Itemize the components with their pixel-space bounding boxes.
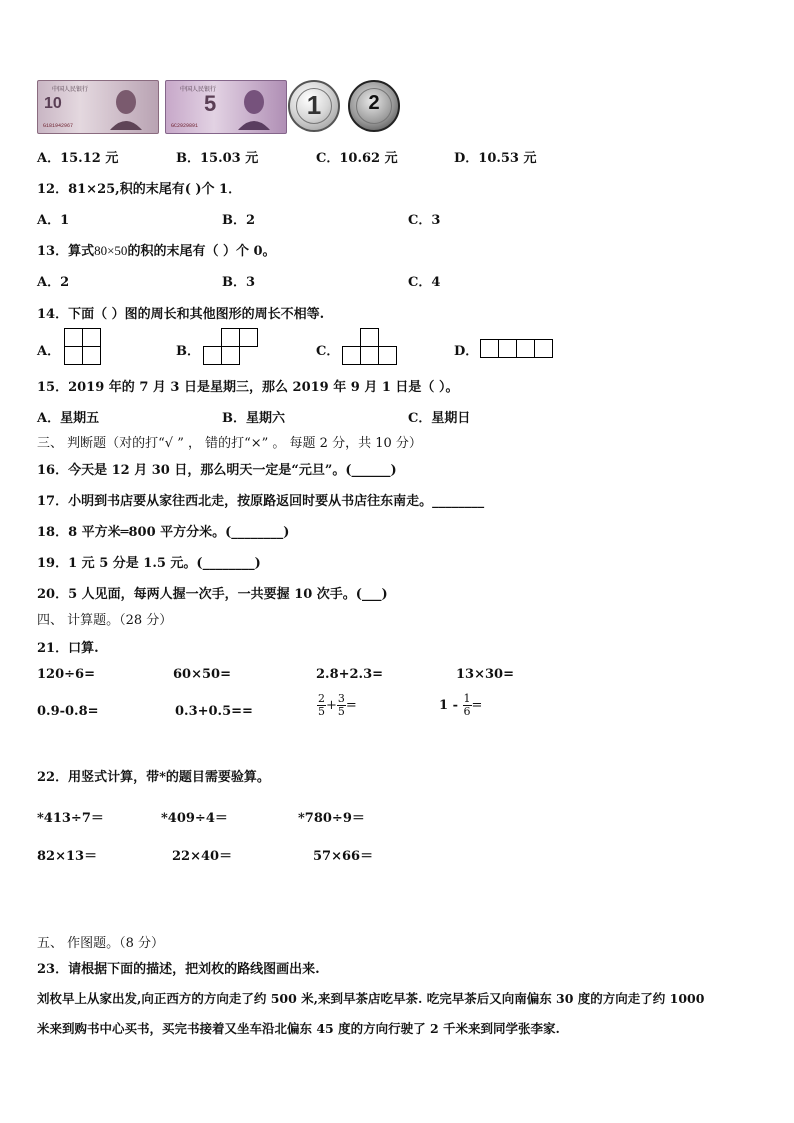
q19: 19．1 元 5 分是 1.5 元。(________) xyxy=(37,556,261,571)
five-yuan-note-image xyxy=(165,80,287,134)
fraction: $\frac{1}{6}$ xyxy=(463,692,471,718)
q22-item: 57×66＝ xyxy=(313,849,374,864)
coin-value: 2 xyxy=(368,92,380,114)
fraction: $\frac{2}{5}$ xyxy=(318,692,325,718)
section-3-title: 三、 判断题（对的打“√ ” ， 错的打“×” 。 每题 2 分，共 10 分） xyxy=(37,436,422,451)
q21-fraction-sum: $\frac{2}{5}$ + $\frac{3}{5}$ = xyxy=(318,692,357,718)
q14-shape-a xyxy=(64,328,101,365)
q22-item: 82×13＝ xyxy=(37,849,98,864)
q21-fraction-diff: 1 - $\frac{1}{6}$ = xyxy=(439,692,483,718)
q13-option-c: C．4 xyxy=(408,275,441,290)
note-value: 10 xyxy=(44,95,62,112)
q21-item: 120÷6= xyxy=(37,667,95,682)
q23-line-2: 米来到购书中心买书，买完书接着又坐车沿北偏东 45 度的方向行驶了 2 千米来到同学张李家. xyxy=(37,1021,560,1036)
q12-option-b: B．2 xyxy=(222,213,256,228)
q14-option-a: A． xyxy=(37,344,61,359)
q22-stem: 22．用竖式计算，带*的题目需要验算。 xyxy=(37,770,270,785)
q13-expression: 80×50 xyxy=(94,243,128,258)
q12-stem: 12．81×25,积的末尾有( )个 1． xyxy=(37,182,242,197)
q13-stem-post: 的积的末尾有（ ）个 0。 xyxy=(127,244,276,259)
two-fen-coin-image xyxy=(348,80,400,132)
note-value: 5 xyxy=(204,91,217,116)
q21-item: 13×30= xyxy=(456,667,514,682)
q14-shape-d xyxy=(480,339,553,358)
q23-stem: 23．请根据下面的描述，把刘枚的路线图画出来. xyxy=(37,962,320,977)
q14-shape-b xyxy=(203,328,258,365)
q14-shape-c xyxy=(342,328,397,365)
q11-option-d: D．10.53 元 xyxy=(454,151,537,166)
q21-item: 2.8+2.3= xyxy=(316,667,384,682)
q14-option-b: B． xyxy=(176,344,200,359)
q15-option-c: C．星期日 xyxy=(408,411,471,426)
one-yuan-coin-image xyxy=(288,80,340,132)
ten-yuan-note-image xyxy=(37,80,159,134)
q15-option-a: A．星期五 xyxy=(37,411,100,426)
q23-line-1: 刘枚早上从家出发,向正西方的方向走了约 500 米,来到早茶店吃早茶. 吃完早茶后又向南偏东 30 度的方向走了约 1000 xyxy=(37,991,705,1006)
note-serial: G181942967 xyxy=(43,123,74,129)
q20: 20．5 人见面，每两人握一次手，一共要握 10 次手。(___) xyxy=(37,587,388,602)
q14-option-d: D． xyxy=(454,344,479,359)
q11-option-a: A．15.12 元 xyxy=(37,151,119,166)
portrait-icon xyxy=(108,86,144,130)
q14-stem: 14．下面（ ）图的周长和其他图形的周长不相等. xyxy=(37,307,325,322)
section-4-title: 四、 计算题。（28 分） xyxy=(37,613,173,628)
q16: 16．今天是 12 月 30 日，那么明天一定是“元旦”。(______) xyxy=(37,463,397,478)
q13-option-b: B．3 xyxy=(222,275,256,290)
q22-item: *780÷9＝ xyxy=(298,811,365,826)
q14-option-c: C． xyxy=(316,344,340,359)
note-serial: GC2929891 xyxy=(171,123,199,129)
q12-option-a: A．1 xyxy=(37,213,70,228)
coin-value: 1 xyxy=(306,90,322,120)
q21-item: 0.9-0.8= xyxy=(37,704,99,719)
q15-option-b: B．星期六 xyxy=(222,411,285,426)
note-bank-name: 中国人民银行 xyxy=(180,87,217,93)
q13-stem xyxy=(37,240,276,259)
q18: 18．8 平方米═800 平方分米。(________) xyxy=(37,525,290,540)
q15-stem: 15．2019 年的 7 月 3 日是星期三，那么 2019 年 9 月 1 日是（ ）。 xyxy=(37,380,459,395)
note-bank-name: 中国人民银行 xyxy=(52,87,89,93)
fraction: $\frac{3}{5}$ xyxy=(337,692,345,718)
q13-stem-pre: 13．算式 xyxy=(37,244,95,259)
q21-item: 60×50= xyxy=(173,667,231,682)
q17: 17．小明到书店要从家往西北走，按原路返回时要从书店往东南走。________ xyxy=(37,494,485,509)
q22-item: *413÷7＝ xyxy=(37,811,104,826)
section-5-title: 五、 作图题。（8 分） xyxy=(37,936,165,951)
q22-item: 22×40＝ xyxy=(172,849,233,864)
q13-option-a: A．2 xyxy=(37,275,70,290)
q21-stem: 21．口算. xyxy=(37,641,99,656)
q21-item: 0.3+0.5== xyxy=(175,704,253,719)
q22-item: *409÷4＝ xyxy=(161,811,228,826)
q11-option-b: B．15.03 元 xyxy=(176,151,259,166)
q12-option-c: C．3 xyxy=(408,213,441,228)
q11-option-c: C．10.62 元 xyxy=(316,151,398,166)
portrait-icon xyxy=(236,86,272,130)
